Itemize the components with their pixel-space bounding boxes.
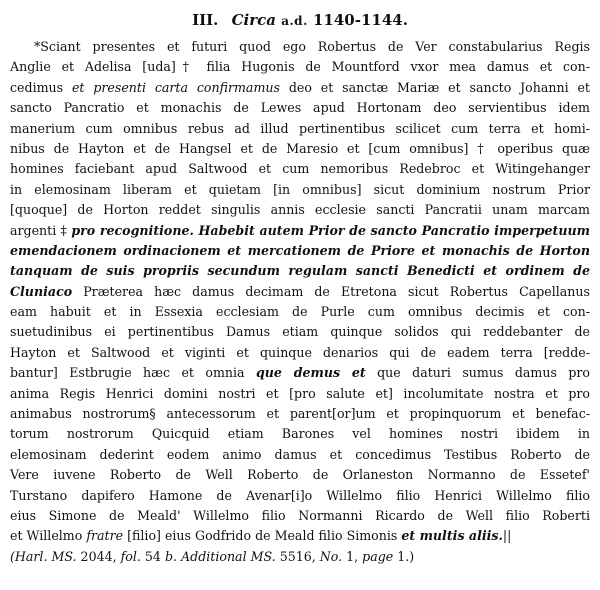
text-line <box>10 221 590 241</box>
text-line <box>10 241 590 261</box>
text-line <box>10 78 590 98</box>
text-line <box>10 343 590 363</box>
text-line <box>10 37 590 57</box>
text-segment: et multis aliis. <box>401 528 503 544</box>
text-segment: animabus nostrorum§ antecessorum et parent[or]um et propinquorum et benefac- <box>10 406 590 422</box>
text-line <box>10 445 590 465</box>
text-line <box>10 363 590 383</box>
text-segment: 54 <box>140 548 165 564</box>
text-line <box>10 424 590 444</box>
text-line <box>10 486 590 506</box>
text-segment: Anglie et Adelisa [uda]† filia Hugonis de Mountford vxor mea damus et con- <box>10 59 590 75</box>
text-segment: b. <box>164 548 178 564</box>
text-segment: Vere iuvene Roberto de Well Roberto de Orlaneston Normanno de Essetef' <box>10 467 590 483</box>
text-segment: anima Regis Henrici domini nostri et [pro salute et] incolumitate nostra et pro <box>10 385 590 401</box>
charter-years: 1140-1144. <box>312 11 408 29</box>
text-line <box>10 506 590 526</box>
text-segment: pro recognitione. Habebit autem Prior de sancto Pancratio imperpetuum <box>71 222 590 238</box>
text-segment: Additional MS. <box>181 548 276 564</box>
text-line <box>10 302 590 322</box>
text-segment: et Willelmo <box>10 528 87 544</box>
text-segment: deo et sanctæ Mariæ et sancto Johanni et <box>279 79 590 95</box>
text-line <box>10 384 590 404</box>
text-segment: et presenti carta confirmamus <box>71 79 280 95</box>
text-segment: manerium cum omnibus rebus ad illud pertinentibus scilicet cum terra et homi- <box>10 120 590 136</box>
text-segment: suetudinibus ei pertinentibus Damus etiam quinque solidos qui reddebanter de <box>10 324 590 340</box>
charter-heading <box>10 10 590 31</box>
text-line <box>10 200 590 220</box>
text-segment: [quoque] de Horton reddet singulis annis ecclesie sancti Pancratii unam marcam <box>10 202 590 218</box>
text-segment: (Harl. MS. <box>10 548 77 564</box>
text-line <box>10 526 590 546</box>
text-line <box>10 322 590 342</box>
text-segment: tanquam de suis propriis secundum regulam sancti Benedicti et ordinem de <box>10 263 590 279</box>
text-segment: bantur] Estbrugie hæc et omnia <box>10 365 256 381</box>
text-segment: cedimus <box>10 79 72 95</box>
text-line <box>10 180 590 200</box>
text-segment: eam habuit et in Essexia ecclesiam de Purle cum omnibus decimis et con- <box>10 304 590 320</box>
text-segment: Præterea hæc damus decimam de Etretona sicut Robertus Capellanus <box>72 283 590 299</box>
charter-text <box>10 37 590 567</box>
text-segment: que daturi sumus damus pro <box>365 365 590 381</box>
text-segment: torum nostrorum Quicquid etiam Barones vel homines nostri ibidem in <box>10 426 590 442</box>
text-segment: [filio] eius Godfrido de Meald filio Simonis <box>123 528 402 544</box>
text-segment: fol. <box>120 548 141 564</box>
text-line <box>10 57 590 77</box>
text-segment: || <box>502 528 512 544</box>
text-line <box>10 465 590 485</box>
text-segment: 2044, <box>76 548 121 564</box>
text-segment: sancto Pancratio et monachis de Lewes apud Hortonam deo servientibus idem <box>10 100 590 116</box>
text-line <box>10 282 590 302</box>
text-segment: 1, <box>342 548 363 564</box>
text-segment: 1.) <box>393 548 415 564</box>
text-segment: No. <box>319 548 343 564</box>
text-segment: emendacionem ordinacionem et mercationem de Priore et monachis de Horton <box>10 242 590 258</box>
text-segment: page <box>362 548 394 564</box>
charter-number: III. <box>192 11 219 29</box>
text-line <box>10 404 590 424</box>
text-segment: Cluniaco <box>10 283 73 299</box>
text-segment: elemosinam dederint eodem animo damus et concedimus Testibus Roberto de <box>10 446 590 462</box>
text-segment: Turstano dapifero Hamone de Avenar[i]o Willelmo filio Henrici Willelmo filio <box>10 487 590 503</box>
text-segment: que demus et <box>255 365 366 381</box>
text-segment: nibus de Hayton et de Hangsel et de Maresio et [cum omnibus] † operibus quæ <box>10 140 590 156</box>
text-line <box>10 159 590 179</box>
text-segment: homines faciebant apud Saltwood et cum nemoribus Redebroc et Witingehanger <box>10 161 590 177</box>
text-segment: Hayton et Saltwood et viginti et quinque denarios qui de eadem terra [redde- <box>10 344 590 360</box>
text-segment: 5516, <box>275 548 320 564</box>
anno-domini: a.d. <box>281 14 308 28</box>
text-line <box>10 139 590 159</box>
source-citation <box>10 547 590 567</box>
text-segment: argenti ‡ <box>10 222 72 238</box>
text-line <box>10 98 590 118</box>
text-line <box>10 261 590 281</box>
text-segment: eius Simone de Meald' Willelmo filio Normanni Ricardo de Well filio Roberti <box>10 507 590 523</box>
text-segment: fratre <box>86 528 124 544</box>
circa-label: Circa <box>231 11 276 29</box>
text-segment: in elemosinam liberam et quietam [in omnibus] sicut dominium nostrum Prior <box>10 181 590 197</box>
text-line <box>10 119 590 139</box>
text-segment: *Sciant presentes et futuri quod ego Robertus de Ver constabularius Regis <box>34 39 590 54</box>
